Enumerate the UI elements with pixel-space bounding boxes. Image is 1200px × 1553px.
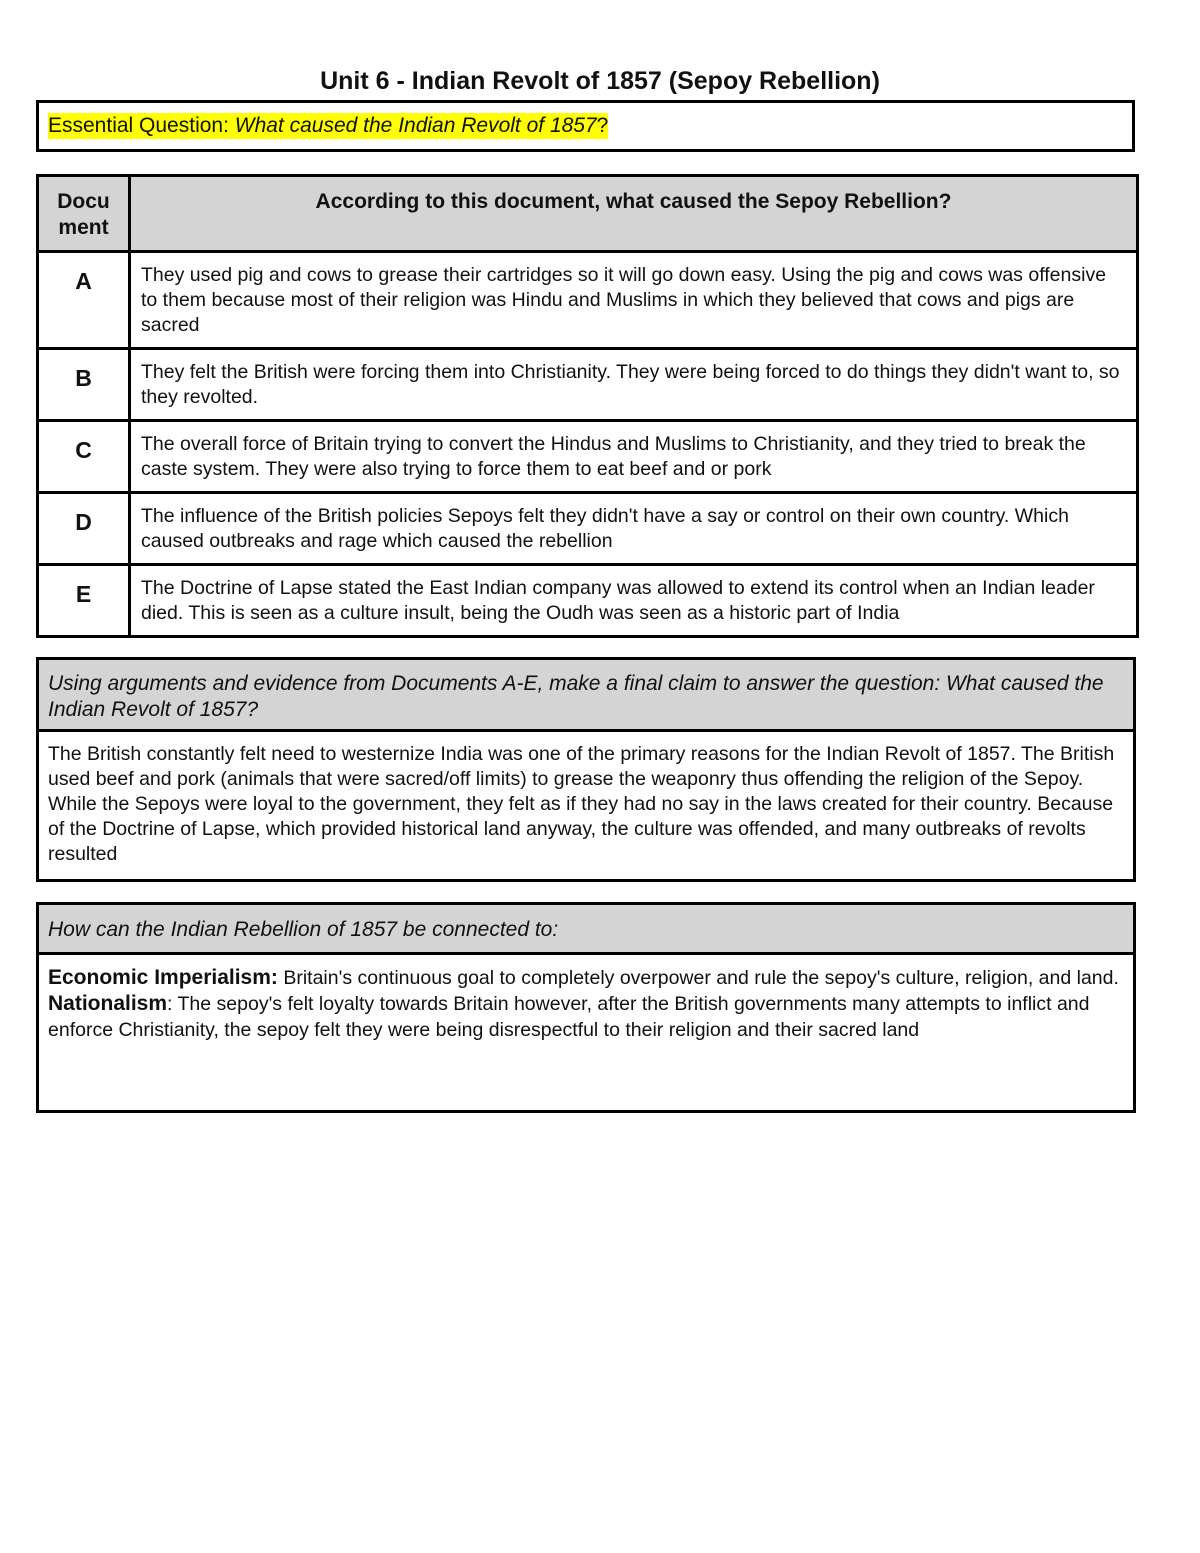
essential-question-box: [36, 100, 1135, 152]
essential-question-label: Essential Question:: [48, 114, 235, 137]
document-answer: The influence of the British policies Sepoys felt they didn't have a say or control on their own country. Which caused outbreaks and rage which caused the rebellion: [130, 493, 1138, 565]
table-row: [38, 421, 1138, 493]
final-claim-prompt: Using arguments and evidence from Documents A-E, make a final claim to answer the question: What caused the Indian Revolt of 1857?: [39, 660, 1133, 732]
connections-box: [36, 902, 1136, 1113]
document-letter: B: [38, 349, 130, 421]
economic-imperialism-text: Britain's continuous goal to completely overpower and rule the sepoy's culture, religion, and land.: [277, 967, 1119, 989]
document-answer: The overall force of Britain trying to convert the Hindus and Muslims to Christianity, and they tried to break the caste system. They were also trying to force them to eat beef and or pork: [130, 421, 1138, 493]
connections-prompt: How can the Indian Rebellion of 1857 be connected to:: [39, 905, 1133, 955]
table-row: [38, 349, 1138, 421]
essential-question: [48, 113, 608, 139]
essential-question-text: What caused the Indian Revolt of 1857: [234, 114, 597, 137]
economic-imperialism-term: Economic Imperialism:: [48, 966, 278, 989]
nationalism-text: : The sepoy's felt loyalty towards Britain however, after the British governments many attempts to inflict and enforce Christianity, the sepoy felt they were being disrespectful to their religion and their sacred land: [48, 993, 1090, 1041]
nationalism-term: Nationalism: [48, 992, 168, 1015]
table-row: [38, 493, 1138, 565]
table-row: [38, 565, 1138, 637]
header-document: Docu ment: [38, 176, 130, 252]
document-letter: A: [38, 252, 130, 349]
document-analysis-table: [36, 174, 1139, 638]
document-answer: They used pig and cows to grease their cartridges so it will go down easy. Using the pig and cows was offensive to them because most of their religion was Hindu and Muslims in which they believed that cows and pigs are sacred: [130, 252, 1138, 349]
table-row: [38, 252, 1138, 349]
document-letter: D: [38, 493, 130, 565]
final-claim-box: [36, 657, 1136, 882]
document-answer: They felt the British were forcing them into Christianity. They were being forced to do things they didn't want to, so they revolted.: [130, 349, 1138, 421]
document-letter: C: [38, 421, 130, 493]
final-claim-answer: The British constantly felt need to westernize India was one of the primary reasons for the Indian Revolt of 1857. The British used beef and pork (animals that were sacred/off limits) to grease the weaponry thus offending the religion of the Sepoy. While the Sepoys were loyal to the government, they felt as if they had no say in the laws created for their country. Because of the Doctrine of Lapse, which provided historical land anyway, the culture was offended, and many outbreaks of revolts resulted: [48, 743, 1115, 865]
page-title: Unit 6 - Indian Revolt of 1857 (Sepoy Rebellion): [320, 67, 880, 95]
header-question: According to this document, what caused the Sepoy Rebellion?: [130, 176, 1138, 252]
table-header-row: [38, 176, 1138, 252]
connections-body: [39, 955, 1133, 1043]
document-letter: E: [38, 565, 130, 637]
document-answer: The Doctrine of Lapse stated the East Indian company was allowed to extend its control when an Indian leader died. This is seen as a culture insult, being the Oudh was seen as a historic part of India: [130, 565, 1138, 637]
essential-question-mark: ?: [596, 114, 609, 137]
